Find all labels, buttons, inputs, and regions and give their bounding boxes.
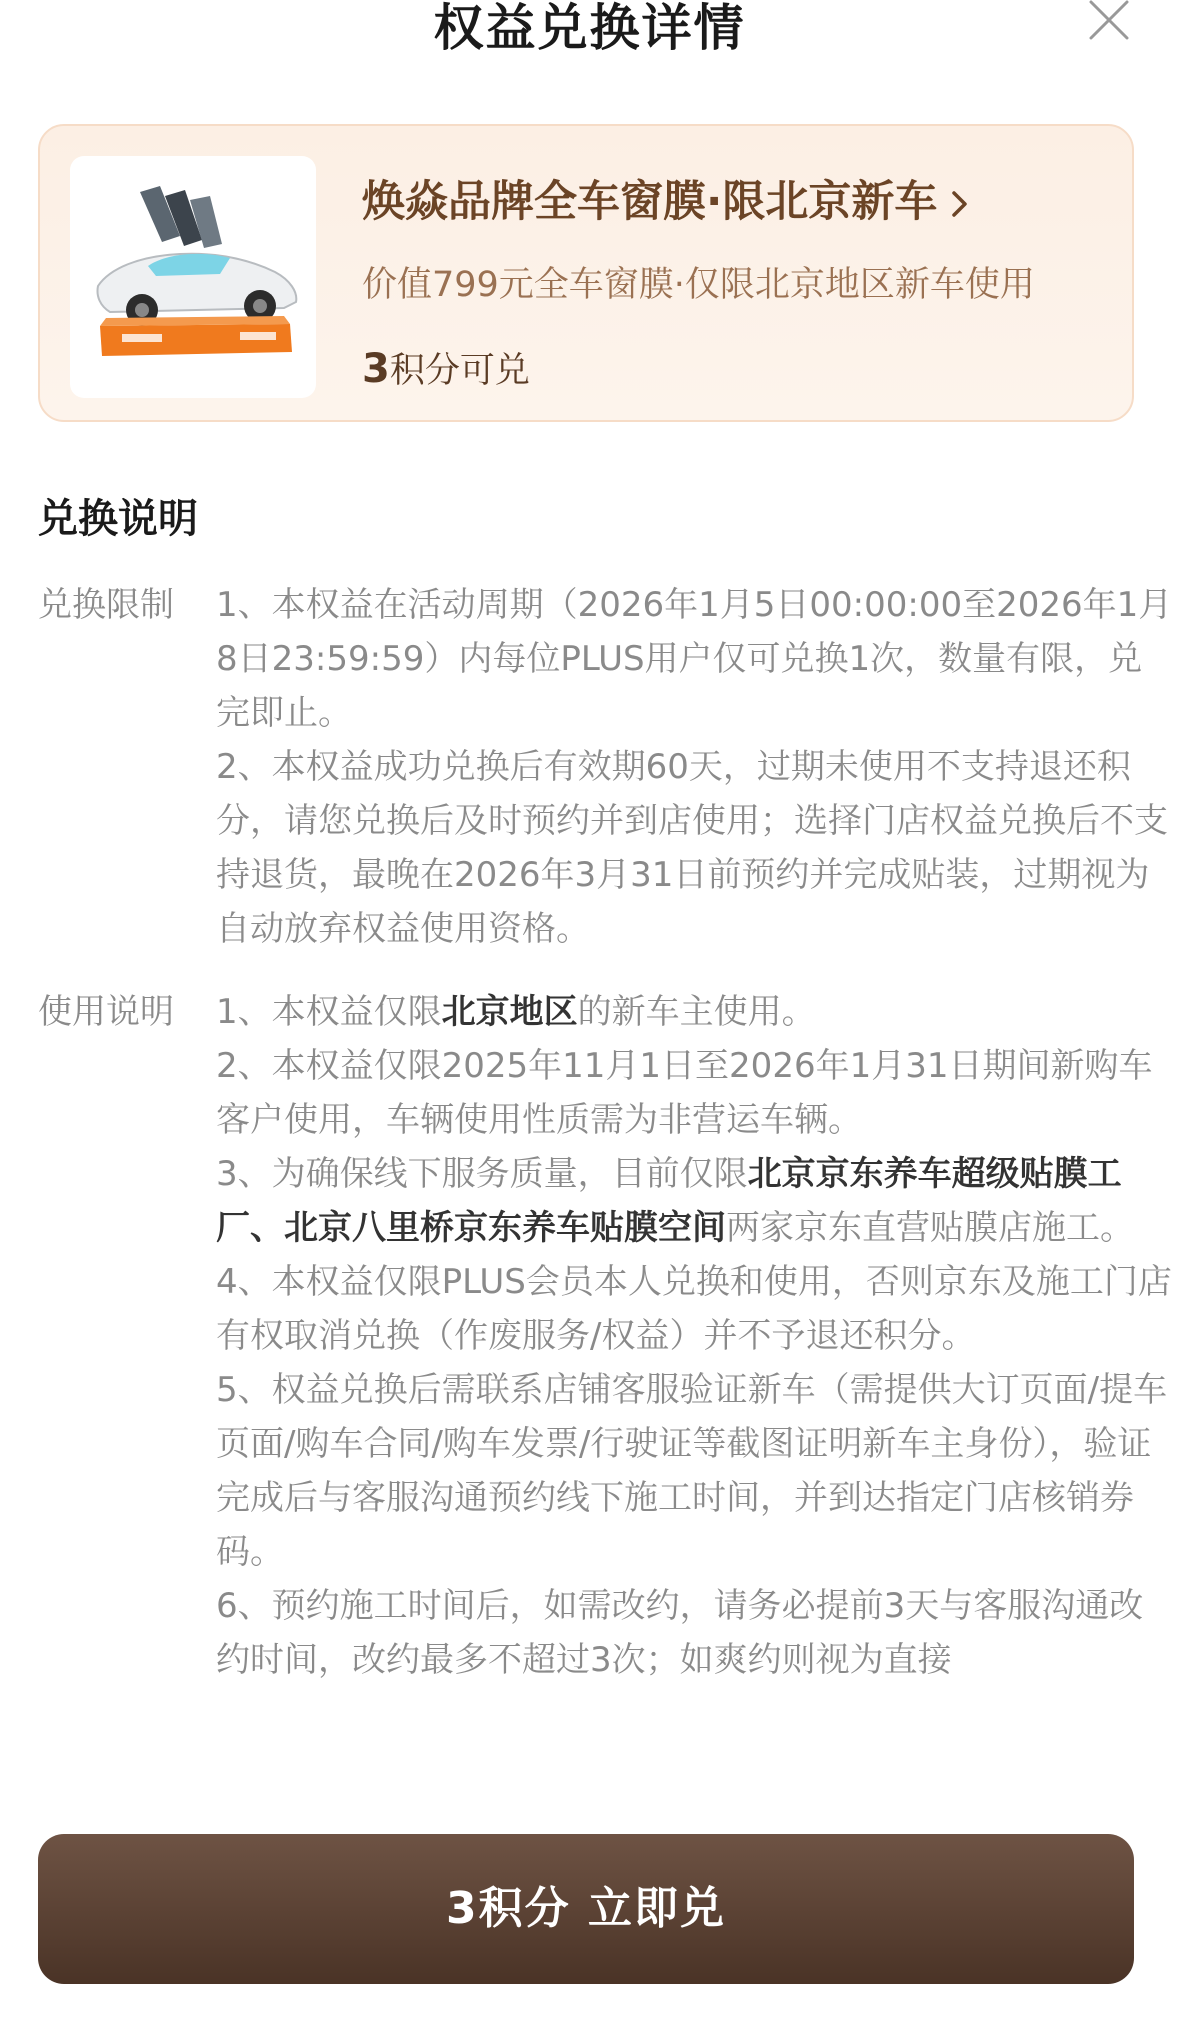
usage-notes-row [38, 985, 1172, 1795]
exchange-limit-row [38, 578, 1173, 958]
exchange-limit-label: 兑换限制 [38, 585, 174, 625]
product-description: 价值799元全车窗膜·仅限北京地区新车使用 [362, 265, 1035, 305]
product-price [362, 346, 530, 394]
usage-item-1-text: 1、本权益仅限 [216, 992, 442, 1032]
limit-item-1: 1、本权益在活动周期（2026年1月5日00:00:00至2026年1月8日23:59:59）内每位PLUS用户仅可兑换1次，数量有限，兑完即止。 [216, 585, 1173, 733]
car-window-film-image [70, 156, 316, 398]
usage-notes-body [216, 985, 1176, 1687]
product-name-link[interactable] [362, 176, 969, 231]
section-title: 兑换说明 [38, 496, 198, 542]
usage-item-1 [216, 985, 1176, 1039]
close-button[interactable] [1085, 0, 1133, 44]
product-card[interactable] [38, 124, 1134, 422]
limit-item-2: 2、本权益成功兑换后有效期60天，过期未使用不支持退还积分，请您兑换后及时预约并到店使用；选择门店权益兑换后不支持退货，最晚在2026年3月31日前预约并完成贴装，过期视为自动放弃权益使用资格。 [216, 747, 1168, 949]
usage-item-6: 6、预约施工时间后，如需改约，请务必提前3天与客服沟通改约时间，改约最多不超过3次；如爽约则视为直接 [216, 1586, 1144, 1680]
usage-item-1-highlight: 北京地区 [441, 992, 578, 1032]
close-icon [1085, 0, 1133, 44]
product-image [70, 156, 316, 398]
scroll-fade [0, 1700, 1179, 1820]
usage-notes-label: 使用说明 [38, 992, 174, 1032]
usage-item-5: 5、权益兑换后需联系店铺客服验证新车（需提供大订页面/提车页面/购车合同/购车发票/行驶证等截图证明新车主身份），验证完成后与客服沟通预约线下施工时间，并到达指定门店核销券码。 [216, 1370, 1168, 1572]
usage-item-2: 2、本权益仅限2025年11月1日至2026年1月31日期间新购车客户使用，车辆使用性质需为非营运车辆。 [216, 1046, 1153, 1140]
page-title: 权益兑换详情 [433, 0, 746, 57]
price-suffix: 积分可兑 [389, 351, 530, 391]
usage-item-1-text-end: 的新车主使用。 [577, 992, 816, 1032]
usage-item-4: 4、本权益仅限PLUS会员本人兑换和使用，否则京东及施工门店有权取消兑换（作废服务/权益）并不予退还积分。 [216, 1262, 1172, 1356]
usage-item-3-text: 3、为确保线下服务质量，目前仅限 [216, 1154, 748, 1194]
chevron-right-icon [951, 179, 969, 231]
product-name: 焕焱品牌全车窗膜·限北京新车 [362, 177, 938, 227]
usage-item-3-text-end: 两家京东直营贴膜店施工。 [726, 1208, 1134, 1248]
exchange-limit-body [216, 578, 1176, 956]
usage-item-3 [216, 1147, 1176, 1255]
redeem-now-button[interactable]: 3积分 立即兑 [38, 1834, 1134, 1984]
usage-item-3-highlight: 北京京东养车超级贴膜工厂、北京八里桥京东养车贴膜空间 [216, 1154, 1122, 1248]
page-header [0, 0, 1179, 100]
price-number: 3 [362, 346, 390, 392]
